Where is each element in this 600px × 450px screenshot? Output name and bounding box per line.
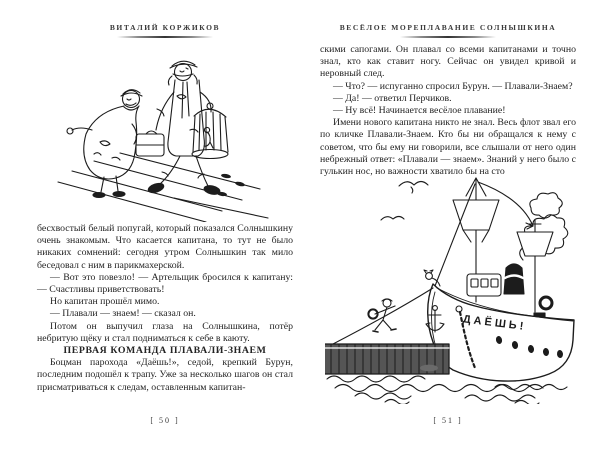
paragraph: Потом он выпучил глаза на Солнышкина, потёр небритую щёку и стал подниматься к себе в каюту. — [37, 320, 293, 344]
captain-walking-drawing — [56, 46, 274, 222]
left-head-rule — [117, 36, 213, 38]
artelman-figure — [67, 90, 142, 198]
right-page-number: [ 51 ] — [433, 416, 463, 425]
mooring-rope — [333, 288, 433, 344]
stay-cable — [435, 184, 475, 286]
illustration-steamship-dayosh — [325, 172, 575, 404]
paragraph: Имени нового капитана никто не знал. Весь флот звал его по кличке Плавали-Знаем. Кто бы ни обращался к нему с советом, что бы ему ни говорили, все слышали от него один небрежный ответ: «Плавали — знаем». Знаний у него было с гулькин нос, но важности хватило бы на сто — [320, 117, 576, 178]
paragraph: бесхвостый белый попугай, который показался Солнышкину очень знакомым. Что касается капитана, то тут не было никаких сомнений: сегодня утром Солнышкин так мило беседовал с ним в парикмахерской. — [37, 223, 293, 271]
footprints — [217, 173, 246, 197]
paragraph: — Да! — ответил Перчиков. — [333, 92, 452, 104]
water-shadow — [420, 365, 438, 372]
left-page-number: [ 50 ] — [150, 416, 180, 425]
right-running-title: ВЕСЁЛОЕ МОРЕПЛАВАНИЕ СОЛНЫШКИНА — [339, 23, 557, 32]
left-text-block — [37, 223, 293, 394]
seagull-icon — [381, 182, 428, 221]
right-text-block — [320, 44, 576, 178]
deckhouse — [467, 274, 501, 296]
illustration-captain-and-artelman — [56, 46, 274, 222]
paragraph: — Что? — испуганно спросил Бурун. — Плавали-Знаем? — [333, 80, 573, 92]
running-sailor — [368, 299, 396, 332]
paragraph: Боцман парохода «Даёшь!», седой, крепкий Бурун, последним подошёл к трапу. Уже за несколько шагов он стал присматриваться к следам, оставленным капитан- — [37, 357, 293, 393]
paragraph: — Плавали — знаем! — сказал он. — [50, 308, 196, 320]
right-head-rule — [400, 36, 496, 38]
left-page — [37, 0, 293, 450]
right-page — [320, 0, 576, 450]
paragraph: скими сапогами. Он плавал со всеми капитанами и точно знал, кто как ставит ногу. Сейчас он увидел кривой и неровный след. — [320, 44, 576, 80]
left-running-title: ВИТАЛИЙ КОРЖИКОВ — [109, 23, 221, 32]
paragraph: — Вот это повезло! — Артельщик бросился к капитану: — Счастливы приветствовать! — [37, 271, 293, 296]
funnel — [504, 264, 524, 294]
paragraph: Но капитан прошёл мимо. — [50, 296, 160, 308]
hull — [428, 284, 574, 381]
chapter-heading: ПЕРВАЯ КОМАНДА ПЛАВАЛИ-ЗНАЕМ — [63, 345, 267, 357]
waves — [327, 376, 567, 404]
ship-name-label: ДАЁШЬ! — [462, 313, 527, 334]
steamship-drawing — [325, 172, 575, 404]
paragraph: — Ну всё! Начинается весёлое плавание! — [333, 105, 506, 117]
